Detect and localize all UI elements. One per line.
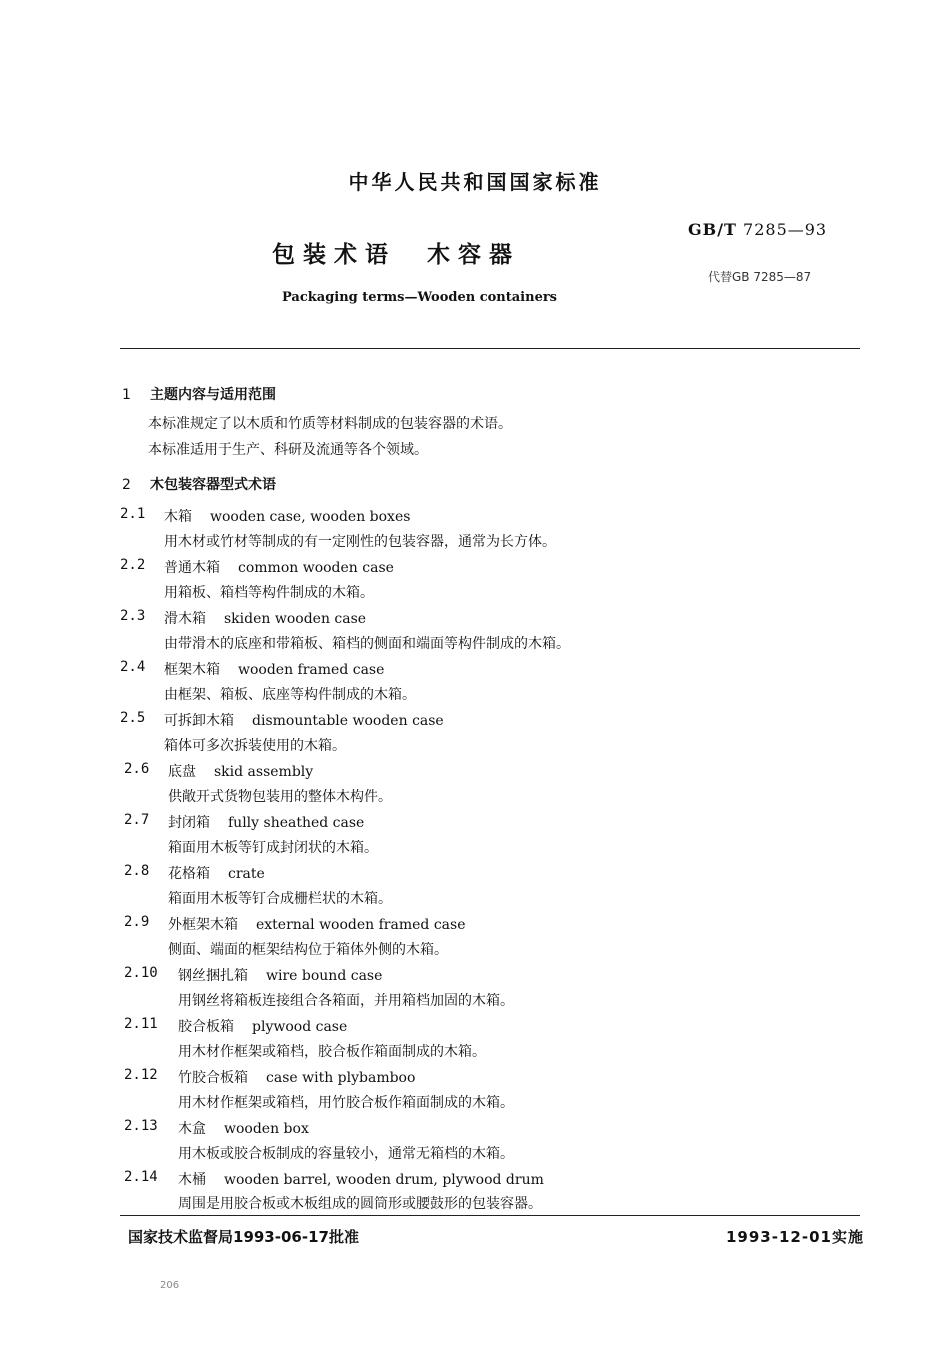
- section-1-title: 主题内容与适用范围: [150, 387, 276, 403]
- page-number: 206: [160, 1280, 180, 1291]
- footer-divider: [120, 1215, 860, 1216]
- section-1-paragraph: 本标准规定了以木质和竹质等材料制成的包装容器的术语。: [148, 416, 512, 432]
- term-chinese: 底盘: [168, 764, 196, 780]
- term-entry: [178, 965, 382, 985]
- term-chinese: 竹胶合板箱: [178, 1070, 248, 1086]
- term-english: dismountable wooden case: [252, 713, 444, 729]
- term-chinese: 普通木箱: [164, 560, 220, 576]
- term-number: 2.13: [124, 1118, 158, 1134]
- term-chinese: 胶合板箱: [178, 1019, 234, 1035]
- title-english: Packaging terms—Wooden containers: [282, 290, 558, 305]
- term-entry: [178, 1169, 544, 1189]
- replaces-note: 代替GB 7285—87: [708, 270, 812, 284]
- term-entry: [178, 1118, 309, 1138]
- section-1-heading: [122, 384, 276, 404]
- term-english: wooden barrel, wooden drum, plywood drum: [224, 1172, 544, 1188]
- section-1-paragraph: 本标准适用于生产、科研及流通等各个领域。: [148, 442, 428, 458]
- term-english: wooden framed case: [238, 662, 385, 678]
- term-number: 2.4: [120, 659, 146, 675]
- term-chinese: 钢丝捆扎箱: [178, 968, 248, 984]
- term-number: 2.5: [120, 710, 146, 726]
- term-chinese: 滑木箱: [164, 611, 206, 627]
- section-2-heading: [122, 474, 276, 494]
- term-english: plywood case: [252, 1019, 348, 1035]
- term-english: crate: [228, 866, 265, 882]
- term-definition: 箱面用木板等钉成封闭状的木箱。: [168, 840, 378, 856]
- term-english: case with plybamboo: [266, 1070, 416, 1086]
- term-number: 2.7: [124, 812, 150, 828]
- term-number: 2.14: [124, 1169, 158, 1185]
- term-entry: [164, 659, 384, 679]
- term-number: 2.11: [124, 1016, 158, 1032]
- term-chinese: 木桶: [178, 1172, 206, 1188]
- term-definition: 用木板或胶合板制成的容量较小，通常无箱档的木箱。: [178, 1146, 514, 1162]
- term-chinese: 木箱: [164, 509, 192, 525]
- term-entry: [164, 608, 366, 628]
- standard-code: 7285—93: [743, 220, 828, 239]
- term-chinese: 木盒: [178, 1121, 206, 1137]
- term-definition: 用钢丝将箱板连接组合各箱面，并用箱档加固的木箱。: [178, 993, 514, 1009]
- section-2-title: 木包装容器型式术语: [150, 477, 276, 493]
- term-number: 2.10: [124, 965, 158, 981]
- approval-date: 国家技术监督局1993-06-17批准: [128, 1228, 359, 1246]
- term-english: wire bound case: [266, 968, 383, 984]
- term-number: 2.3: [120, 608, 146, 624]
- header-divider: [120, 348, 860, 349]
- term-definition: 供敞开式货物包装用的整体木构件。: [168, 789, 392, 805]
- term-entry: [168, 761, 313, 781]
- term-number: 2.12: [124, 1067, 158, 1083]
- term-definition: 箱面用木板等钉合成栅栏状的木箱。: [168, 891, 392, 907]
- term-entry: [168, 812, 364, 832]
- effective-date: 1993-12-01实施: [726, 1228, 864, 1246]
- standard-number: [688, 220, 827, 239]
- term-entry: [164, 710, 444, 730]
- term-chinese: 可拆卸木箱: [164, 713, 234, 729]
- term-definition: 由框架、箱板、底座等构件制成的木箱。: [164, 687, 416, 703]
- term-entry: [168, 863, 265, 883]
- section-1-number: 1: [122, 387, 131, 403]
- title-chinese: 包装术语 木容器: [272, 242, 520, 268]
- term-chinese: 外框架木箱: [168, 917, 238, 933]
- standard-prefix: GB/T: [688, 220, 737, 239]
- term-english: skiden wooden case: [224, 611, 367, 627]
- term-chinese: 封闭箱: [168, 815, 210, 831]
- term-number: 2.1: [120, 506, 146, 522]
- term-english: wooden box: [224, 1121, 309, 1137]
- term-definition: 由带滑木的底座和带箱板、箱档的侧面和端面等构件制成的木箱。: [164, 636, 570, 652]
- term-english: skid assembly: [214, 764, 314, 780]
- term-definition: 用木材作框架或箱档，胶合板作箱面制成的木箱。: [178, 1044, 486, 1060]
- term-english: common wooden case: [238, 560, 394, 576]
- term-definition: 箱体可多次拆装使用的木箱。: [164, 738, 346, 754]
- term-number: 2.6: [124, 761, 150, 777]
- term-definition: 周围是用胶合板或木板组成的圆筒形或腰鼓形的包装容器。: [178, 1196, 542, 1212]
- term-definition: 侧面、端面的框架结构位于箱体外侧的木箱。: [168, 942, 448, 958]
- term-english: external wooden framed case: [256, 917, 466, 933]
- term-definition: 用箱板、箱档等构件制成的木箱。: [164, 585, 374, 601]
- term-chinese: 框架木箱: [164, 662, 220, 678]
- term-entry: [168, 914, 465, 934]
- term-number: 2.8: [124, 863, 150, 879]
- term-number: 2.9: [124, 914, 150, 930]
- term-number: 2.2: [120, 557, 146, 573]
- term-chinese: 花格箱: [168, 866, 210, 882]
- term-english: fully sheathed case: [228, 815, 365, 831]
- term-entry: [178, 1067, 415, 1087]
- section-2-number: 2: [122, 477, 131, 493]
- term-entry: [164, 557, 394, 577]
- term-definition: 用木材作框架或箱档，用竹胶合板作箱面制成的木箱。: [178, 1095, 514, 1111]
- national-standard-heading: 中华人民共和国国家标准: [348, 170, 602, 194]
- term-entry: [164, 506, 410, 526]
- term-english: wooden case, wooden boxes: [210, 509, 411, 525]
- term-entry: [178, 1016, 347, 1036]
- term-definition: 用木材或竹材等制成的有一定刚性的包装容器，通常为长方体。: [164, 534, 556, 550]
